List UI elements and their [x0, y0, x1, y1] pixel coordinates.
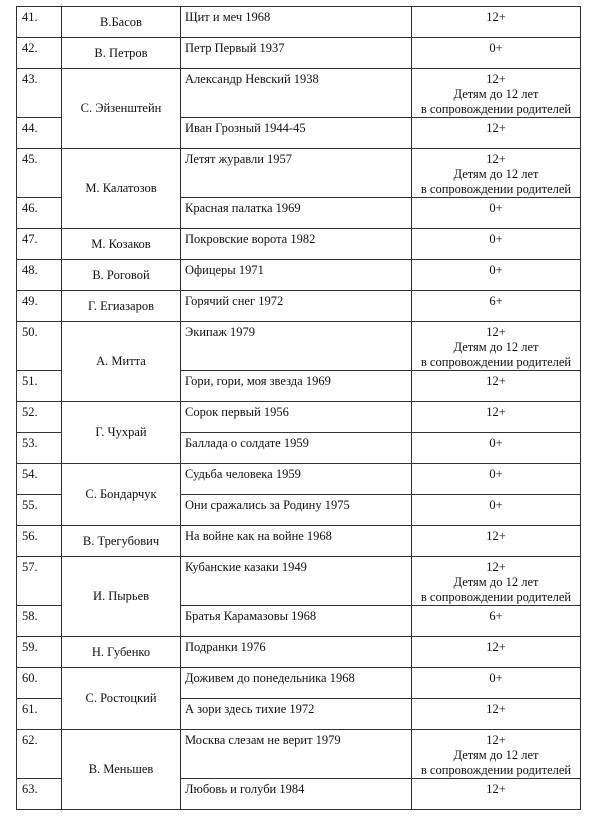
- row-number: 59.: [17, 637, 62, 668]
- director-cell: В. Роговой: [62, 260, 181, 291]
- age-rating-cell: [412, 149, 581, 198]
- table-row: [17, 229, 581, 260]
- age-rating-cell: [412, 557, 581, 606]
- film-title-cell: Доживем до понедельника 1968: [181, 668, 412, 699]
- table-row: [17, 7, 581, 38]
- age-rating: 12+: [486, 374, 506, 388]
- film-title-cell: Судьба человека 1959: [181, 464, 412, 495]
- table-row: [17, 557, 581, 606]
- age-rating: 12+: [486, 702, 506, 716]
- film-title-cell: Александр Невский 1938: [181, 69, 412, 118]
- age-rating-cell: [412, 371, 581, 402]
- age-rating: 12+: [486, 640, 506, 654]
- row-number: 49.: [17, 291, 62, 322]
- age-rating-cell: [412, 402, 581, 433]
- director-cell: А. Митта: [62, 322, 181, 402]
- age-rating: 0+: [489, 41, 503, 55]
- film-title-cell: На войне как на войне 1968: [181, 526, 412, 557]
- age-rating-cell: [412, 668, 581, 699]
- film-title-cell: Летят журавли 1957: [181, 149, 412, 198]
- age-rating: 12+: [486, 121, 506, 135]
- row-number: 56.: [17, 526, 62, 557]
- films-table: [16, 6, 581, 810]
- row-number: 43.: [17, 69, 62, 118]
- age-rating-cell: [412, 322, 581, 371]
- age-rating: 12+: [486, 72, 506, 86]
- director-cell: М. Козаков: [62, 229, 181, 260]
- rating-note: в сопровождении родителей: [420, 355, 572, 369]
- films-table-body: [17, 7, 581, 810]
- film-title-cell: Любовь и голуби 1984: [181, 779, 412, 810]
- row-number: 53.: [17, 433, 62, 464]
- age-rating-cell: [412, 464, 581, 495]
- age-rating: 0+: [489, 671, 503, 685]
- table-row: [17, 260, 581, 291]
- table-row: [17, 526, 581, 557]
- film-title-cell: Гори, гори, моя звезда 1969: [181, 371, 412, 402]
- film-title-cell: Они сражались за Родину 1975: [181, 495, 412, 526]
- row-number: 63.: [17, 779, 62, 810]
- film-title-cell: Экипаж 1979: [181, 322, 412, 371]
- age-rating-cell: [412, 118, 581, 149]
- row-number: 62.: [17, 730, 62, 779]
- row-number: 61.: [17, 699, 62, 730]
- director-cell: С. Эйзенштейн: [62, 69, 181, 149]
- age-rating: 0+: [489, 232, 503, 246]
- age-rating: 12+: [486, 733, 506, 747]
- age-rating: 12+: [486, 325, 506, 339]
- age-rating-cell: [412, 229, 581, 260]
- age-rating-cell: [412, 526, 581, 557]
- age-rating-cell: [412, 606, 581, 637]
- row-number: 41.: [17, 7, 62, 38]
- director-cell: Г. Чухрай: [62, 402, 181, 464]
- rating-note: Детям до 12 лет: [453, 575, 539, 589]
- film-title-cell: Кубанские казаки 1949: [181, 557, 412, 606]
- row-number: 54.: [17, 464, 62, 495]
- rating-note: в сопровождении родителей: [420, 590, 572, 604]
- row-number: 47.: [17, 229, 62, 260]
- table-row: [17, 730, 581, 779]
- table-row: [17, 637, 581, 668]
- age-rating-cell: [412, 69, 581, 118]
- rating-note: в сопровождении родителей: [420, 763, 572, 777]
- director-cell: Н. Губенко: [62, 637, 181, 668]
- row-number: 60.: [17, 668, 62, 699]
- row-number: 48.: [17, 260, 62, 291]
- director-cell: С. Ростоцкий: [62, 668, 181, 730]
- age-rating-cell: [412, 198, 581, 229]
- age-rating: 0+: [489, 201, 503, 215]
- film-title-cell: Офицеры 1971: [181, 260, 412, 291]
- age-rating: 12+: [486, 405, 506, 419]
- age-rating-cell: [412, 291, 581, 322]
- age-rating: 12+: [486, 560, 506, 574]
- rating-note: Детям до 12 лет: [453, 748, 539, 762]
- table-row: [17, 149, 581, 198]
- film-title-cell: Щит и меч 1968: [181, 7, 412, 38]
- table-row: [17, 322, 581, 371]
- row-number: 45.: [17, 149, 62, 198]
- film-title-cell: Петр Первый 1937: [181, 38, 412, 69]
- table-row: [17, 464, 581, 495]
- rating-note: Детям до 12 лет: [453, 340, 539, 354]
- age-rating: 6+: [489, 294, 503, 308]
- age-rating-cell: [412, 495, 581, 526]
- age-rating-cell: [412, 730, 581, 779]
- director-cell: В. Меньшев: [62, 730, 181, 810]
- director-cell: И. Пырьев: [62, 557, 181, 637]
- table-row: [17, 69, 581, 118]
- table-row: [17, 402, 581, 433]
- table-row: [17, 291, 581, 322]
- director-cell: В. Петров: [62, 38, 181, 69]
- film-title-cell: Москва слезам не верит 1979: [181, 730, 412, 779]
- rating-note: Детям до 12 лет: [453, 87, 539, 101]
- row-number: 42.: [17, 38, 62, 69]
- age-rating: 0+: [489, 436, 503, 450]
- age-rating: 0+: [489, 263, 503, 277]
- age-rating: 0+: [489, 467, 503, 481]
- age-rating-cell: [412, 7, 581, 38]
- age-rating-cell: [412, 779, 581, 810]
- age-rating: 12+: [486, 529, 506, 543]
- row-number: 58.: [17, 606, 62, 637]
- rating-note: Детям до 12 лет: [453, 167, 539, 181]
- rating-note: в сопровождении родителей: [420, 182, 572, 196]
- rating-note: в сопровождении родителей: [420, 102, 572, 116]
- director-cell: В.Басов: [62, 7, 181, 38]
- age-rating-cell: [412, 38, 581, 69]
- film-title-cell: Красная палатка 1969: [181, 198, 412, 229]
- table-row: [17, 668, 581, 699]
- age-rating: 6+: [489, 609, 503, 623]
- director-cell: В. Трегубович: [62, 526, 181, 557]
- film-title-cell: Подранки 1976: [181, 637, 412, 668]
- table-row: [17, 38, 581, 69]
- age-rating-cell: [412, 433, 581, 464]
- row-number: 44.: [17, 118, 62, 149]
- director-cell: Г. Егиазаров: [62, 291, 181, 322]
- age-rating-cell: [412, 699, 581, 730]
- age-rating-cell: [412, 637, 581, 668]
- age-rating: 12+: [486, 782, 506, 796]
- row-number: 52.: [17, 402, 62, 433]
- age-rating: 12+: [486, 10, 506, 24]
- row-number: 50.: [17, 322, 62, 371]
- age-rating: 0+: [489, 498, 503, 512]
- age-rating-cell: [412, 260, 581, 291]
- film-title-cell: Иван Грозный 1944-45: [181, 118, 412, 149]
- row-number: 46.: [17, 198, 62, 229]
- director-cell: М. Калатозов: [62, 149, 181, 229]
- film-title-cell: Покровские ворота 1982: [181, 229, 412, 260]
- film-title-cell: Братья Карамазовы 1968: [181, 606, 412, 637]
- film-title-cell: А зори здесь тихие 1972: [181, 699, 412, 730]
- film-title-cell: Баллада о солдате 1959: [181, 433, 412, 464]
- director-cell: С. Бондарчук: [62, 464, 181, 526]
- age-rating: 12+: [486, 152, 506, 166]
- film-title-cell: Сорок первый 1956: [181, 402, 412, 433]
- row-number: 51.: [17, 371, 62, 402]
- row-number: 55.: [17, 495, 62, 526]
- row-number: 57.: [17, 557, 62, 606]
- film-title-cell: Горячий снег 1972: [181, 291, 412, 322]
